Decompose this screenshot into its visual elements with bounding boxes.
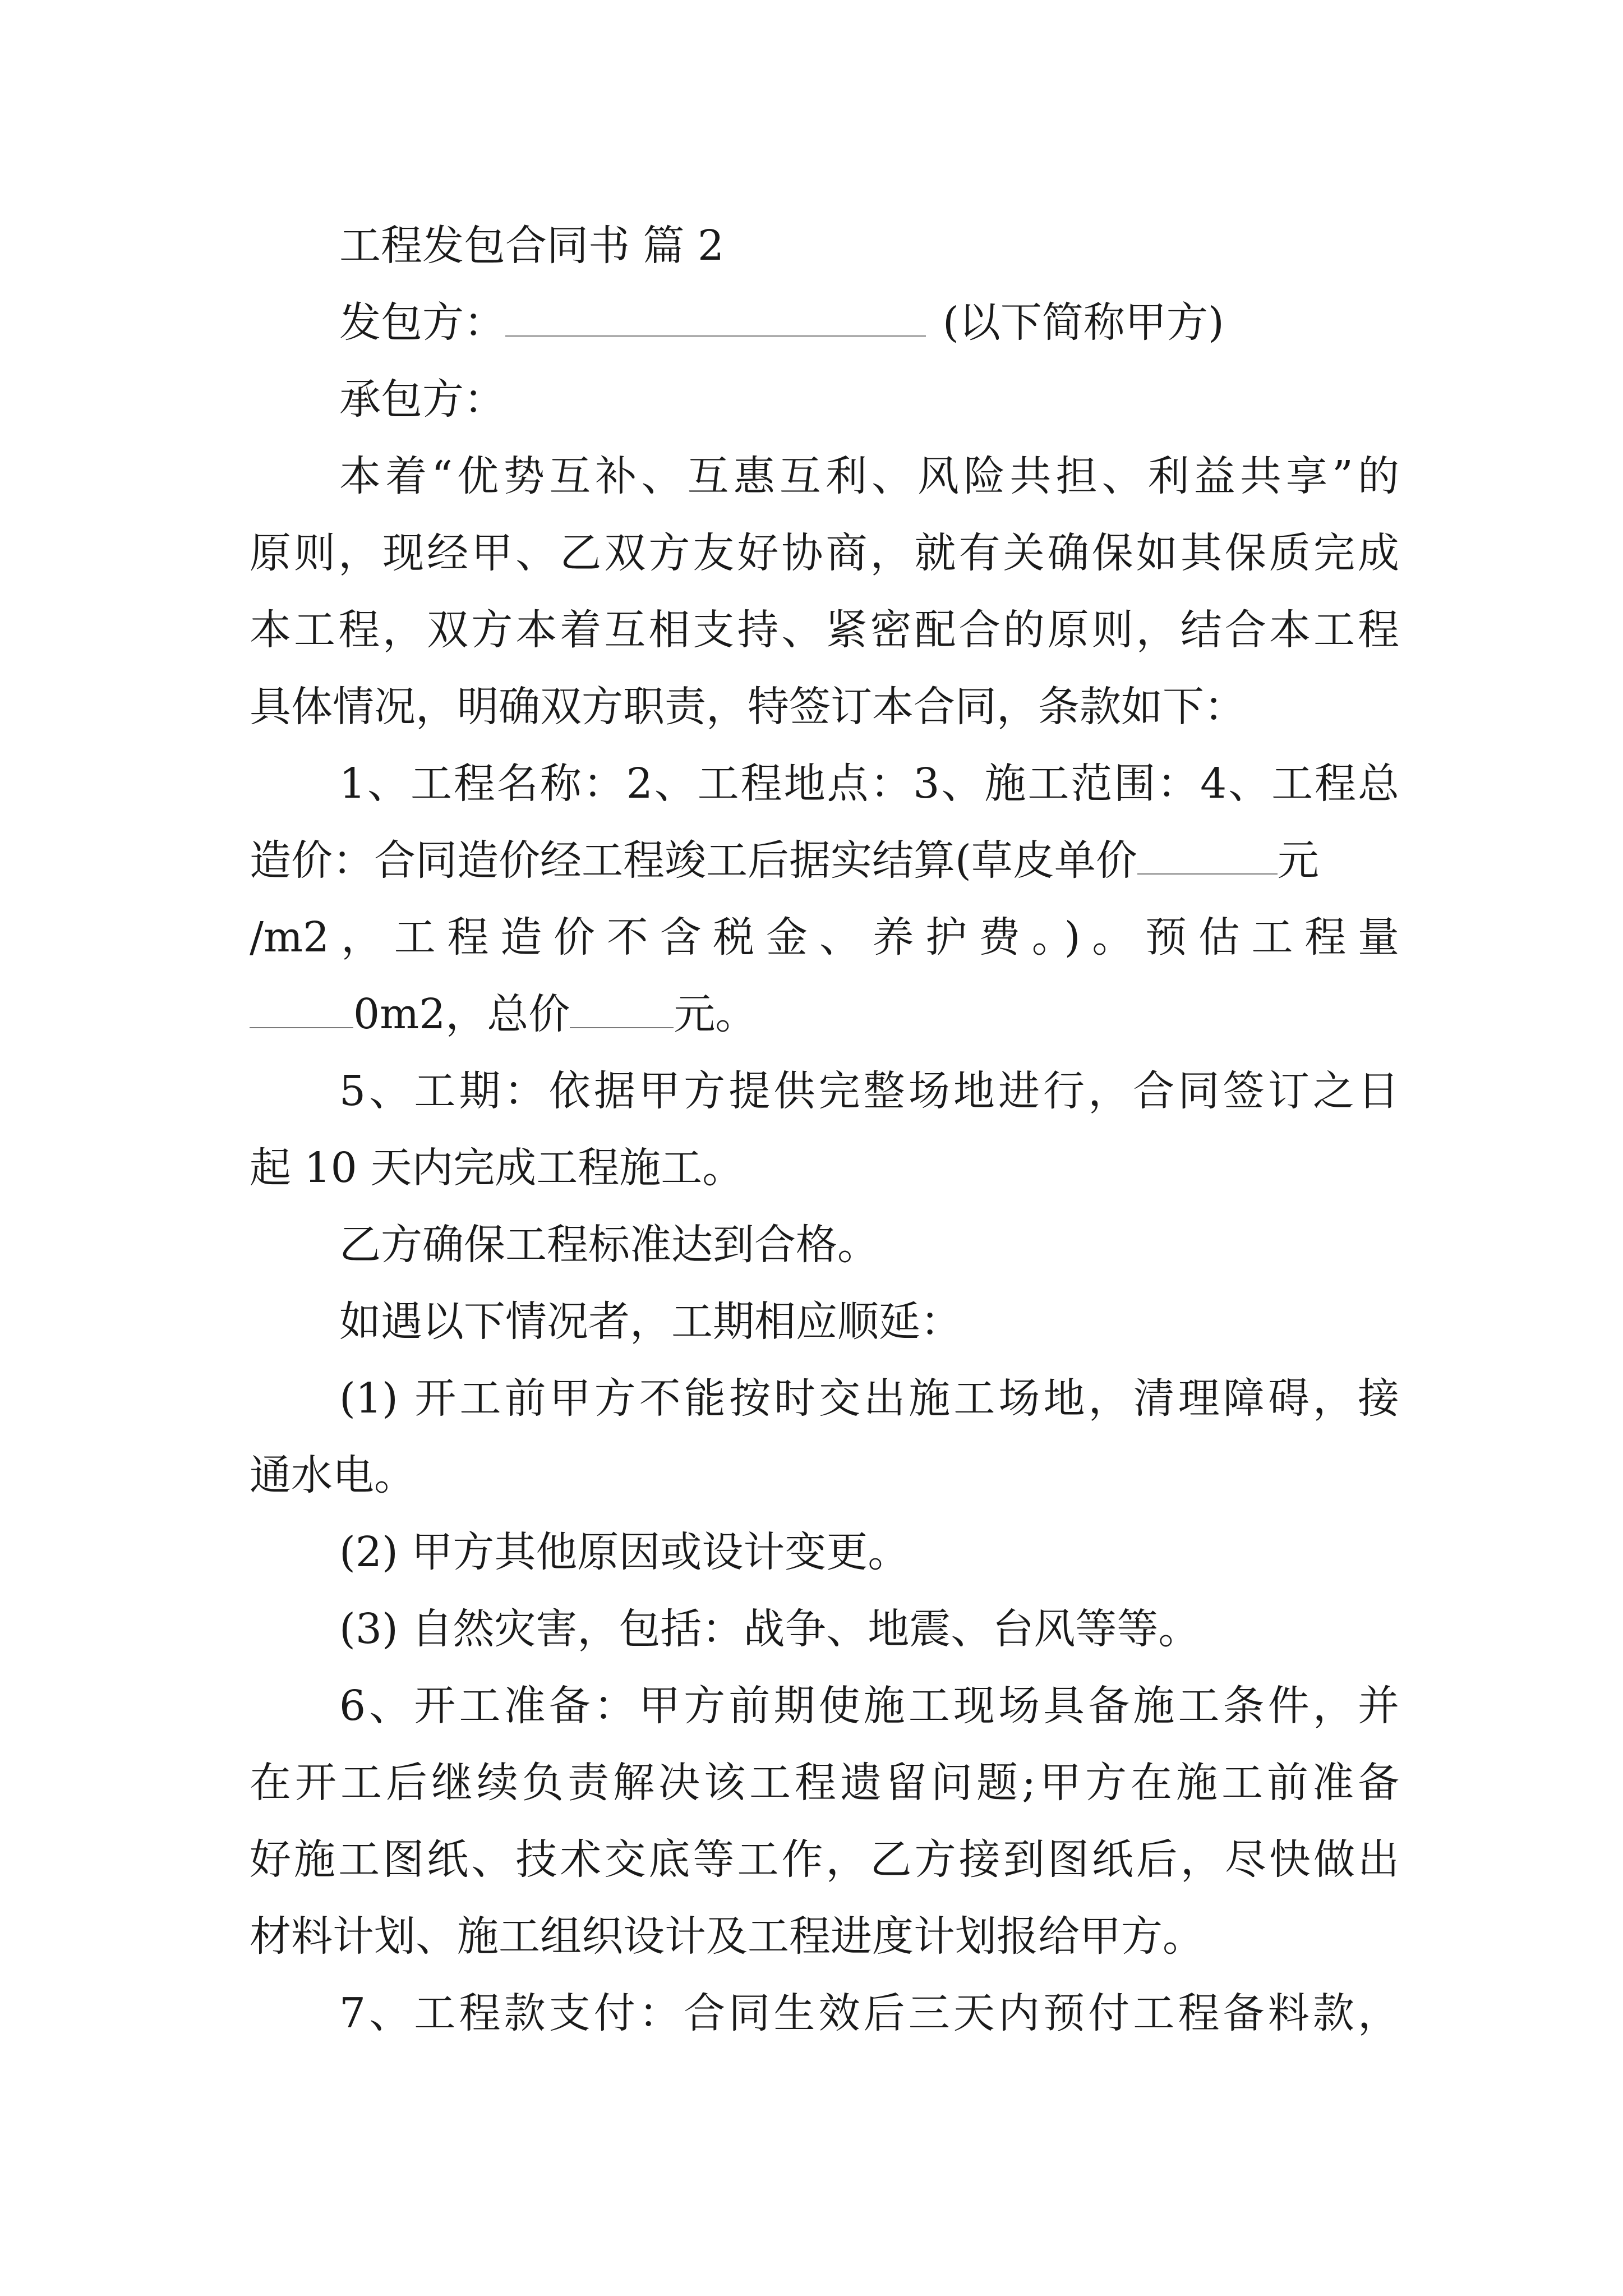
clause1-text: 0m2，总价 [353,990,570,1038]
delay-item: (2) 甲方其他原因或设计变更。 [339,1528,910,1576]
intro-line: 本着“优势互补、互惠互利、风险共担、利益共享”的 [339,452,1399,500]
delay-item: (3) 自然灾害，包括：战争、地震、台风等等。 [339,1605,1200,1653]
intro-line: 本工程，双方本着互相支持、紧密配合的原则，结合本工程 [250,606,1399,654]
clause5-line: 起 10 天内完成工程施工。 [250,1144,744,1192]
employer-label: 发包方： [339,298,505,347]
clause1-line [250,821,1399,900]
employer-line [339,283,1399,362]
clause7-line: 7、工程款支付：合同生效后三天内预付工程备料款， [339,1989,1399,2037]
quantity-blank [250,983,353,1028]
clause6-line: 材料计划、施工组织设计及工程进度计划报给甲方。 [250,1912,1204,1961]
clause5-line: 5、工期：依据甲方提供完整场地进行，合同签订之日 [339,1067,1399,1115]
clause6-line: 好施工图纸、技术交底等工作，乙方接到图纸后，尽快做出 [250,1835,1399,1884]
clause1-text: 元。 [674,990,757,1038]
employer-blank [505,292,926,337]
intro-line: 原则，现经甲、乙双方友好协商，就有关确保如其保质完成 [250,529,1399,577]
clause1-unit: 元 [1277,836,1319,885]
clause1-line: /m2，工程造价不含税金、养护费。)。预估工程量 [250,913,1399,961]
delay-intro: 如遇以下情况者，工期相应顺延： [339,1297,962,1346]
clause1-text: 造价：合同造价经工程竣工后据实结算(草皮单价 [250,836,1137,885]
document-title: 工程发包合同书 篇 2 [339,222,725,270]
clause1-line [250,975,1399,1053]
quality-line: 乙方确保工程标准达到合格。 [339,1221,879,1269]
employer-suffix: (以下简称甲方) [943,298,1224,347]
delay-item: 通水电。 [250,1451,416,1499]
total-price-blank [570,983,674,1028]
clause6-line: 6、开工准备：甲方前期使施工现场具备施工条件，并 [339,1682,1399,1730]
unit-price-blank [1137,830,1278,875]
contractor-label: 承包方： [339,375,505,424]
clause6-line: 在开工后继续负责解决该工程遗留问题;甲方在施工前准备 [250,1759,1399,1807]
delay-item: (1) 开工前甲方不能按时交出施工场地，清理障碍，接 [339,1374,1399,1423]
intro-line: 具体情况，明确双方职责，特签订本合同，条款如下： [250,683,1246,731]
clause1-line: 1、工程名称：2、工程地点：3、施工范围：4、工程总 [339,760,1399,808]
